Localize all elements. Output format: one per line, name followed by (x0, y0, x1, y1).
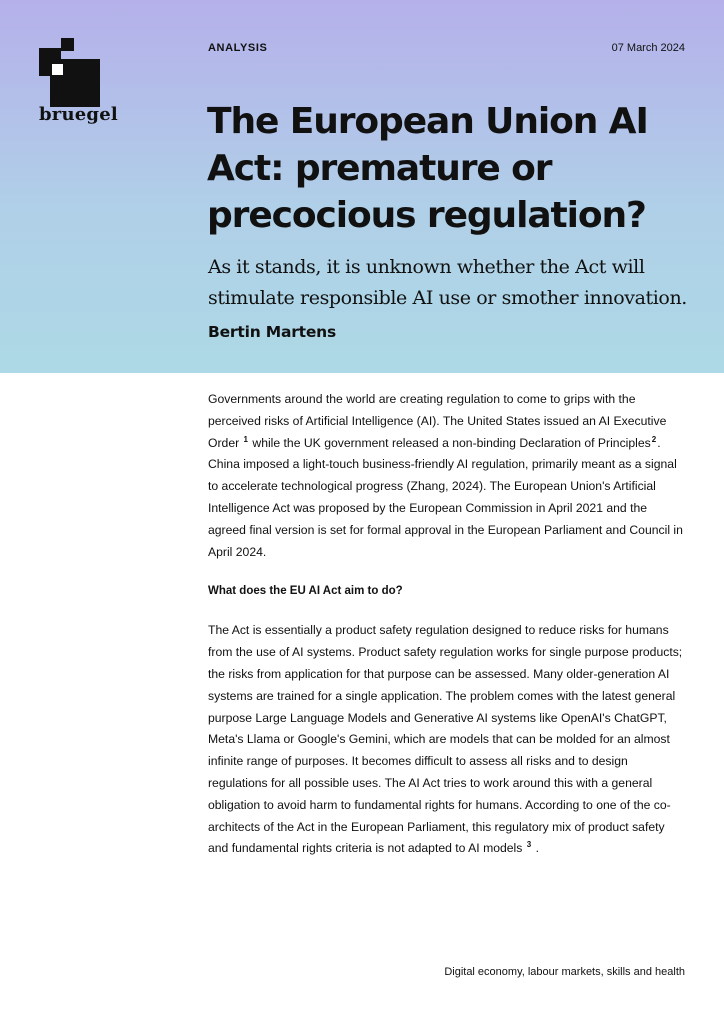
logo-wordmark: bruegel (39, 104, 118, 125)
paragraph-text: . China imposed a light-touch business-friendly AI regulation, primarily meant as a signal to accelerate technological progress (Zhang, 2024). The European Union's Artificial Intelligence Act was proposed by the European Commission in April 2021 and the agreed final version is set for formal approval in the European Parliament and Council in April 2024. (208, 435, 683, 559)
article-title: The European Union AI Act: premature or precocious regulation? (207, 101, 648, 236)
author-name[interactable]: Bertin Martens (208, 323, 337, 341)
paragraph-text: while the UK government released a non-binding Declaration of Principles (252, 435, 651, 450)
article-body (208, 389, 688, 860)
publication-date: 07 March 2024 (611, 42, 685, 54)
footnote-ref-2[interactable]: 2 (651, 434, 657, 444)
bruegel-logo[interactable] (37, 38, 118, 130)
article-subtitle: As it stands, it is unknown whether the Act will stimulate responsible AI use or smother innovation. (208, 256, 687, 309)
paragraph-intro (208, 389, 688, 563)
paragraph-text: Governments around the world are creating regulation to come to grips with the perceived risks of Artificial Intelligence (AI). The United States issued an AI Executive Order (208, 392, 667, 450)
section-heading: What does the EU AI Act aim to do? (208, 585, 403, 598)
article-kicker: ANALYSIS (208, 42, 268, 54)
header-band (0, 0, 724, 373)
paragraph-text: . (535, 841, 539, 856)
topic-tags: Digital economy, labour markets, skills and health (444, 966, 685, 978)
paragraph-aims (208, 620, 688, 860)
bruegel-logo-icon (37, 38, 103, 108)
paragraph-text: The Act is essentially a product safety regulation designed to reduce risks for humans from the use of AI systems. Product safety regulation works for single purpose products; the risks from application for that purpose can be assessed. Many older-generation AI systems are trained for a single application. The problem comes with the latest general purpose Large Language Models and Generative AI systems like OpenAI's ChatGPT, Meta's Llama or Google's Gemini, which are models that can be molded for an almost infinite range of purposes. It becomes difficult to assess all risks and to design regulations for all possible uses. The AI Act tries to work around this with a general obligation to avoid harm to fundamental rights for humans. According to one of the co-architects of the Act in the European Parliament, this regulatory mix of product safety and fundamental rights criteria is not adapted to AI models (208, 623, 683, 856)
footnote-ref-3[interactable]: 3 (526, 840, 532, 850)
footnote-ref-1[interactable]: 1 (243, 434, 248, 444)
